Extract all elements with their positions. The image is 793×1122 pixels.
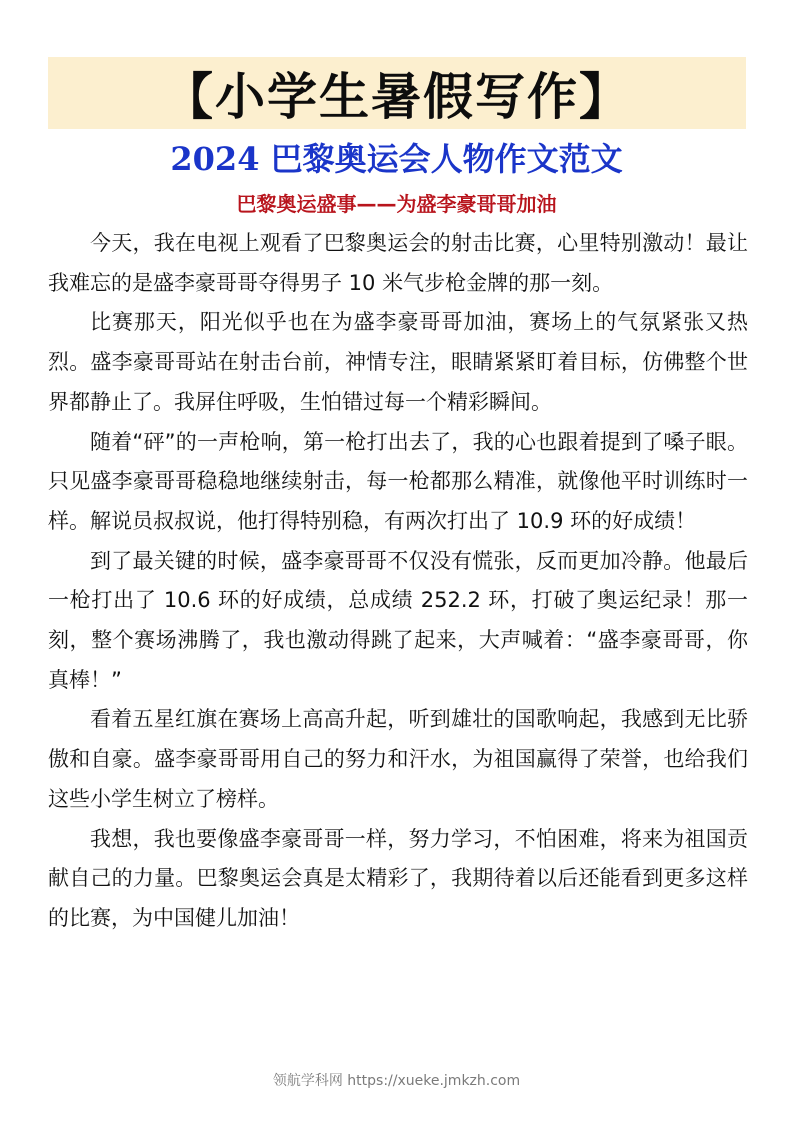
article-body	[48, 224, 748, 939]
footer-watermark: 领航学科网 https://xueke.jmkzh.com	[272, 1073, 521, 1089]
paragraph-4: 到了最关键的时候，盛李豪哥哥不仅没有慌张，反而更加冷静。他最后一枪打出了 10.6 环的好成绩，总成绩 252.2 环，打破了奥运纪录！那一刻，整个赛场沸腾了，我也激动得跳了起来，大声喊着：“盛李豪哥哥，你真棒！”	[48, 548, 748, 692]
paragraph-1: 今天，我在电视上观看了巴黎奥运会的射击比赛，心里特别激动！最让我难忘的是盛李豪哥哥夺得男子 10 米气步枪金牌的那一刻。	[48, 231, 748, 295]
paragraph-2: 比赛那天，阳光似乎也在为盛李豪哥哥加油，赛场上的气氛紧张又热烈。盛李豪哥哥站在射击台前，神情专注，眼睛紧紧盯着目标，仿佛整个世界都静止了。我屏住呼吸，生怕错过每一个精彩瞬间。	[48, 310, 748, 414]
document-title: 【小学生暑假写作】	[163, 67, 631, 126]
paragraph-3: 随着“砰”的一声枪响，第一枪打出去了，我的心也跟着提到了嗓子眼。只见盛李豪哥哥稳稳地继续射击，每一枪都那么精准，就像他平时训练时一样。解说员叔叔说，他打得特别稳，有两次打出了 10.9 环的好成绩！	[48, 429, 748, 533]
document-subtitle: 2024 巴黎奥运会人物作文范文	[170, 140, 623, 178]
title-banner	[48, 57, 746, 129]
article-heading: 巴黎奥运盛事——为盛李豪哥哥加油	[236, 192, 557, 216]
paragraph-6: 我想，我也要像盛李豪哥哥一样，努力学习，不怕困难，将来为祖国贡献自己的力量。巴黎奥运会真是太精彩了，我期待着以后还能看到更多这样的比赛，为中国健儿加油！	[48, 826, 748, 930]
paragraph-5: 看着五星红旗在赛场上高高升起，听到雄壮的国歌响起，我感到无比骄傲和自豪。盛李豪哥哥用自己的努力和汗水，为祖国赢得了荣誉，也给我们这些小学生树立了榜样。	[48, 707, 748, 811]
